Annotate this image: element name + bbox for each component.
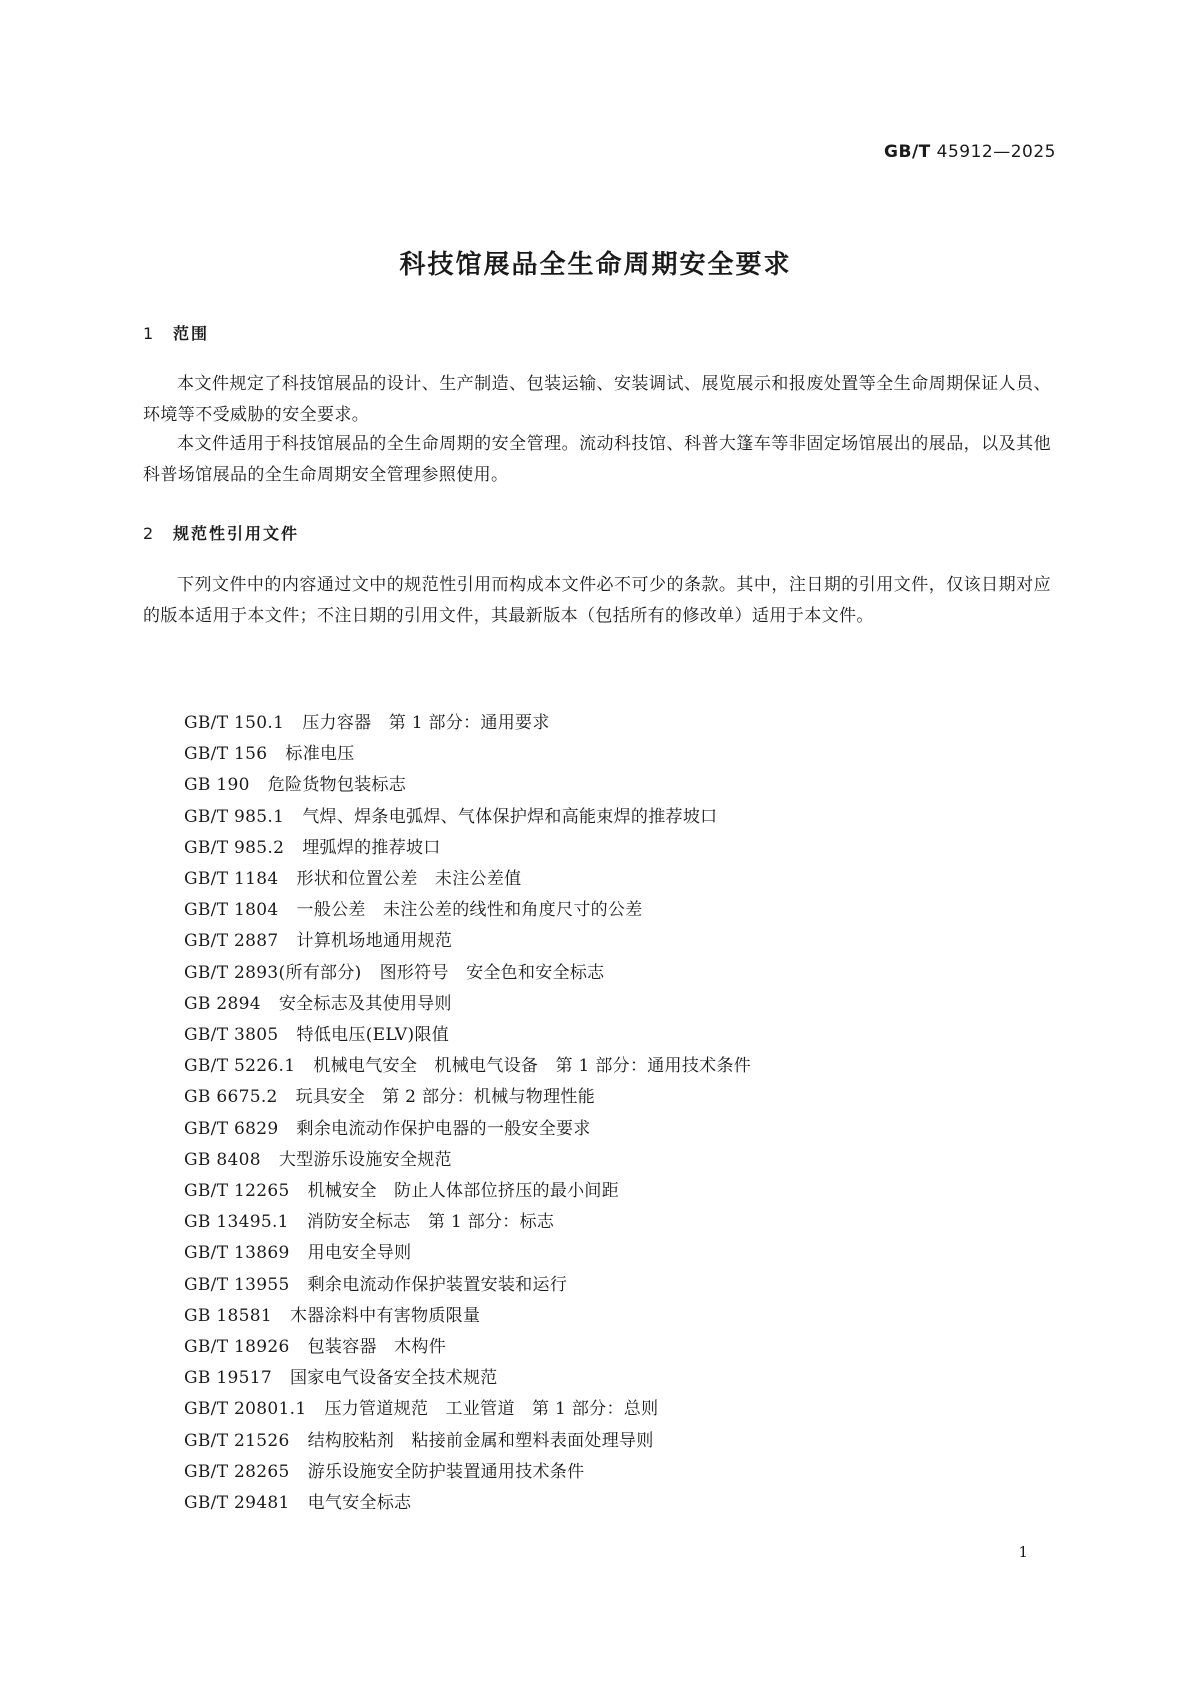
reference-item: [184, 1394, 751, 1425]
section-2-number: 2: [143, 524, 156, 543]
reference-code: GB 8408: [184, 1149, 261, 1170]
reference-title: 包装容器 木构件: [307, 1337, 447, 1358]
reference-title: 用电安全导则: [307, 1243, 412, 1264]
reference-code: GB/T 6829: [184, 1118, 279, 1139]
reference-item: [184, 1176, 751, 1207]
reference-list: [184, 708, 751, 1519]
section-1-heading: [143, 321, 209, 344]
reference-code: GB 6675.2: [184, 1087, 278, 1108]
section-2-title: 规范性引用文件: [173, 524, 300, 543]
reference-code: GB/T 13955: [184, 1274, 290, 1295]
reference-title: 压力容器 第 1 部分：通用要求: [302, 713, 550, 733]
reference-code: GB 18581: [184, 1305, 272, 1326]
reference-title: 危险货物包装标志: [267, 775, 407, 796]
reference-code: GB 13495.1: [184, 1212, 289, 1233]
reference-title: 机械安全 防止人体部位挤压的最小间距: [307, 1181, 620, 1202]
reference-item: [184, 1301, 751, 1332]
reference-title: 埋弧焊的推荐坡口: [302, 837, 441, 858]
section-1-number: 1: [143, 324, 156, 343]
section-2-intro: 下列文件中的内容通过文中的规范性引用而构成本文件必不可少的条款。其中，注日期的引用文件，仅该日期对应的版本适用于本文件；不注日期的引用文件，其最新版本（包括所有的修改单）适用于本文件。: [143, 575, 1051, 626]
reference-item: [184, 739, 751, 770]
reference-title: 玩具安全 第 2 部分：机械与物理性能: [295, 1087, 595, 1108]
reference-item: [184, 770, 751, 801]
reference-code: GB/T 1804: [184, 900, 279, 921]
reference-title: 安全标志及其使用导则: [278, 993, 452, 1014]
reference-item: [184, 1082, 751, 1113]
reference-item: [184, 1363, 751, 1394]
reference-code: GB/T 150.1: [184, 713, 285, 733]
reference-title: 特低电压(ELV)限值: [296, 1025, 450, 1046]
reference-code: GB/T 20801.1: [184, 1399, 307, 1420]
reference-code: GB/T 3805: [184, 1025, 279, 1046]
reference-item: [184, 1270, 751, 1301]
reference-code: GB/T 2887: [184, 931, 279, 952]
reference-title: 大型游乐设施安全规范: [278, 1149, 452, 1170]
reference-title: 结构胶粘剂 粘接前金属和塑料表面处理导则: [307, 1430, 654, 1451]
reference-item: [184, 1426, 751, 1457]
reference-title: 标准电压: [285, 744, 355, 765]
standard-number: 45912—2025: [936, 142, 1056, 162]
section-1-paragraph-1: 本文件规定了科技馆展品的设计、生产制造、包装运输、安装调试、展览展示和报废处置等全生命周期保证人员、环境等不受威胁的安全要求。: [143, 374, 1051, 425]
section-2-heading: [143, 521, 299, 544]
reference-code: GB/T 21526: [184, 1430, 290, 1451]
reference-title: 图形符号 安全色和安全标志: [379, 962, 605, 983]
reference-item: [184, 1051, 751, 1082]
reference-code: GB/T 985.1: [184, 806, 285, 827]
reference-title: 气焊、焊条电弧焊、气体保护焊和高能束焊的推荐坡口: [302, 806, 718, 827]
reference-title: 电气安全标志: [307, 1493, 412, 1514]
reference-title: 机械电气安全 机械电气设备 第 1 部分：通用技术条件: [313, 1056, 752, 1077]
reference-item: [184, 1457, 751, 1488]
reference-item: [184, 1114, 751, 1145]
reference-title: 剩余电流动作保护装置安装和运行: [307, 1274, 568, 1295]
reference-title: 木器涂料中有害物质限量: [289, 1305, 481, 1326]
reference-item: [184, 802, 751, 833]
reference-code: GB/T 156: [184, 744, 268, 765]
reference-title: 国家电气设备安全技术规范: [289, 1368, 498, 1389]
section-1-paragraph-2: 本文件适用于科技馆展品的全生命周期的安全管理。流动科技馆、科普大篷车等非固定场馆展出的展品，以及其他科普场馆展品的全生命周期安全管理参照使用。: [143, 434, 1051, 485]
reference-item: [184, 1207, 751, 1238]
reference-title: 压力管道规范 工业管道 第 1 部分：总则: [324, 1399, 659, 1420]
reference-code: GB/T 12265: [184, 1181, 290, 1202]
reference-code: GB/T 28265: [184, 1461, 290, 1482]
standard-code: [884, 142, 1056, 162]
reference-item: [184, 958, 751, 989]
reference-item: [184, 833, 751, 864]
reference-item: [184, 708, 751, 739]
reference-title: 游乐设施安全防护装置通用技术条件: [307, 1461, 585, 1482]
reference-item: [184, 895, 751, 926]
reference-code: GB/T 985.2: [184, 837, 285, 858]
reference-code: GB/T 2893(所有部分): [184, 962, 362, 983]
reference-title: 消防安全标志 第 1 部分：标志: [306, 1212, 555, 1233]
reference-item: [184, 1238, 751, 1269]
reference-item: [184, 1332, 751, 1363]
reference-code: GB 2894: [184, 993, 261, 1014]
reference-code: GB 190: [184, 775, 250, 796]
standard-prefix: GB/T: [884, 142, 931, 162]
reference-code: GB/T 18926: [184, 1337, 290, 1358]
document-title: 科技馆展品全生命周期安全要求: [399, 250, 792, 280]
reference-code: GB/T 29481: [184, 1493, 290, 1514]
reference-item: [184, 989, 751, 1020]
reference-item: [184, 1020, 751, 1051]
reference-code: GB/T 5226.1: [184, 1056, 296, 1077]
reference-code: GB 19517: [184, 1368, 272, 1389]
reference-item: [184, 1488, 751, 1519]
reference-title: 形状和位置公差 未注公差值: [296, 869, 522, 890]
reference-item: [184, 1145, 751, 1176]
reference-code: GB/T 13869: [184, 1243, 290, 1264]
section-1-title: 范围: [173, 324, 210, 343]
reference-item: [184, 864, 751, 895]
page-number: 1: [1018, 1543, 1028, 1561]
reference-title: 一般公差 未注公差的线性和角度尺寸的公差: [296, 900, 643, 921]
reference-code: GB/T 1184: [184, 869, 279, 890]
reference-item: [184, 926, 751, 957]
reference-title: 计算机场地通用规范: [296, 931, 453, 952]
reference-title: 剩余电流动作保护电器的一般安全要求: [296, 1118, 591, 1139]
